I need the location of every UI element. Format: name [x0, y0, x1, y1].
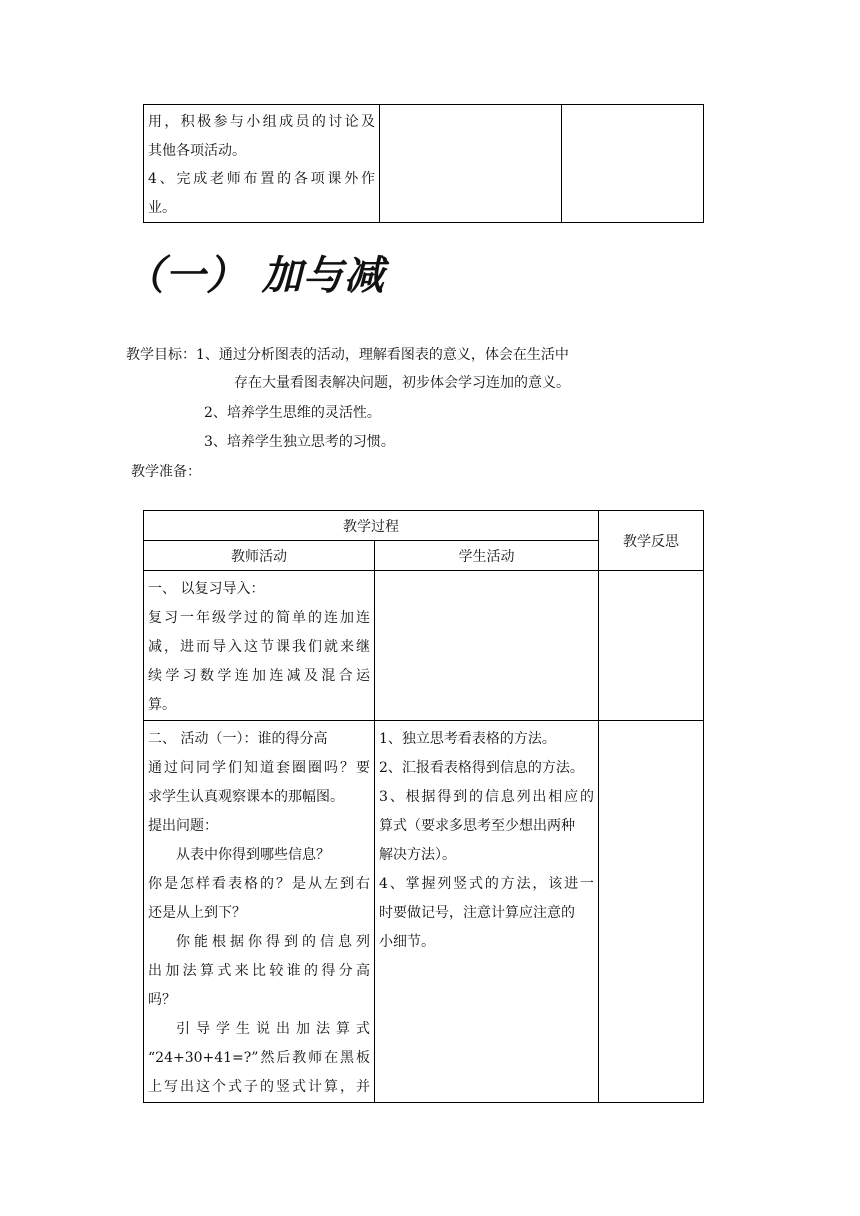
text-line: 上写出这个式子的竖式计算，并 — [148, 1079, 370, 1095]
objective-line-1-cont: 存在大量看图表解决问题，初步体会学习连加的意义。 — [234, 375, 570, 391]
continuation-cell-student — [144, 105, 380, 223]
text-line: 续学习数学连加连减及混合运 — [148, 668, 370, 684]
row1-teacher-cell — [144, 571, 375, 721]
text-line: 从表中你得到哪些信息？ — [176, 847, 330, 863]
lesson-table — [143, 510, 704, 1103]
row1-student-cell — [375, 571, 599, 721]
text-line: 你能根据你得到的信息列 — [176, 934, 370, 950]
text-line: 算。 — [148, 697, 176, 713]
student-header: 学生活动 — [375, 541, 599, 571]
text-line: 出加法算式来比较谁的得分高 — [148, 963, 370, 979]
text-line: 引导学生说出加法算式 — [176, 1021, 370, 1037]
text-line: 通过问同学们知道套圈圈吗？要 — [148, 760, 370, 776]
continuation-cell-empty — [380, 105, 562, 223]
text-line: 你是怎样看表格的？是从左到右 — [148, 876, 370, 892]
text-line: 二、 活动（一）：谁的得分高 — [148, 731, 328, 747]
text-line: 1、独立思考看表格的方法。 — [379, 731, 556, 747]
text-line: 吗？ — [148, 992, 176, 1008]
text-line: 求学生认真观察课本的那幅图。 — [148, 789, 344, 805]
text-line: 算式（要求多思考至少想出两种 — [379, 818, 575, 834]
text-line: 一、 以复习导入： — [148, 581, 265, 597]
text-line: “24+30+41=?”然后教师在黑板 — [148, 1050, 370, 1066]
text-line: 其他各项活动。 — [148, 142, 246, 159]
process-header: 教学过程 — [144, 511, 599, 541]
section-title: （一） 加与减 — [124, 253, 385, 299]
teacher-header: 教师活动 — [144, 541, 375, 571]
row1-reflection-cell — [599, 571, 704, 721]
objective-line-2: 2、培养学生思维的灵活性。 — [204, 405, 381, 421]
text-line: 4、完成老师布置的各项课外作 — [148, 171, 375, 187]
objective-line-3: 3、培养学生独立思考的习惯。 — [204, 434, 395, 450]
text-line: 减，进而导入这节课我们就来继 — [148, 639, 370, 655]
text-line: 还是从上到下？ — [148, 905, 246, 921]
row2-reflection-cell — [599, 721, 704, 1103]
text-line: 复习一年级学过的简单的连加连 — [148, 610, 370, 626]
text-line: 3、根据得到的信息列出相应的 — [379, 789, 594, 805]
text-line: 业。 — [148, 199, 176, 216]
continuation-table — [143, 104, 704, 223]
text-line: 解决方法）。 — [379, 847, 456, 863]
reflection-header: 教学反思 — [599, 511, 704, 571]
preparation-label: 教学准备： — [131, 464, 201, 480]
objective-line-1: 教学目标：1、通过分析图表的活动，理解看图表的意义，体会在生活中 — [126, 347, 569, 363]
row2-teacher-cell — [144, 721, 375, 1103]
text-line: 提出问题： — [148, 818, 218, 834]
continuation-cell-reflection — [562, 105, 704, 223]
text-line: 时要做记号，注意计算应注意的 — [379, 905, 575, 921]
text-line: 小细节。 — [379, 934, 435, 950]
row2-student-cell — [375, 721, 599, 1103]
text-line: 用，积极参与小组成员的讨论及 — [148, 114, 375, 130]
text-line: 4、掌握列竖式的方法，该进一 — [379, 876, 594, 892]
text-line: 2、汇报看表格得到信息的方法。 — [379, 760, 584, 776]
